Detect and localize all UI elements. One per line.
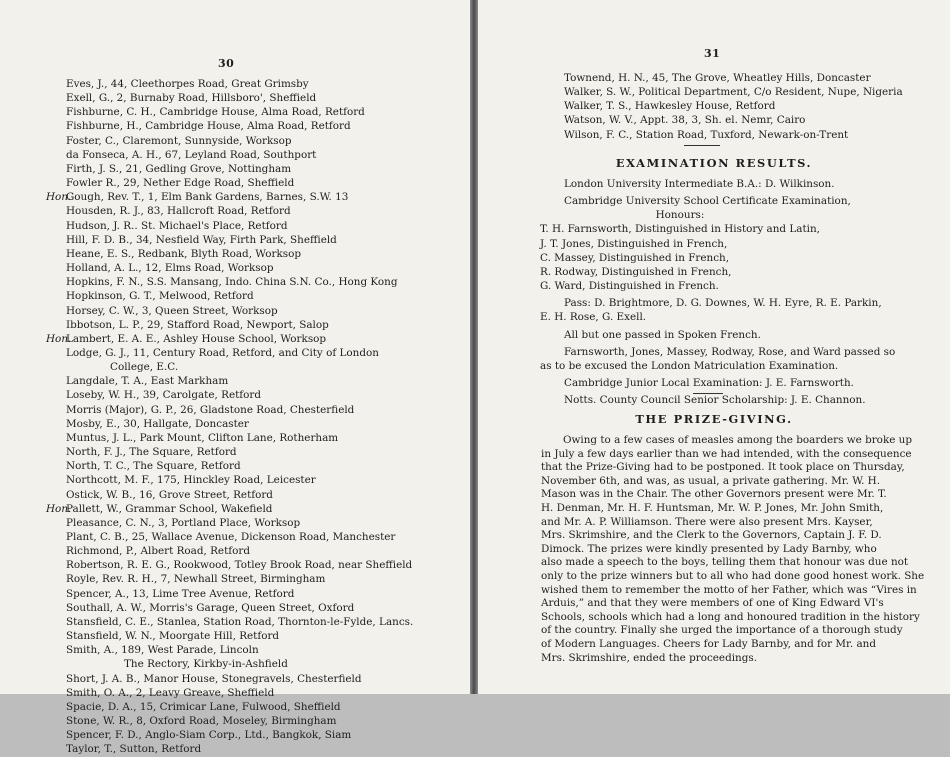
exam-line: All but one passed in Spoken French.	[564, 328, 761, 341]
address-entry	[46, 686, 464, 700]
paragraph-line: H. Denman, Mr. H. F. Huntsman, Mr. W. P. Jones, Mr. John Smith,	[541, 501, 884, 514]
address-text: Plant, C. B., 25, Wallace Avenue, Dickenson Road, Manchester	[66, 531, 396, 543]
hon-prefix: Hon .	[46, 332, 71, 346]
address-entry	[46, 601, 464, 615]
address-text: Pallett, W., Grammar School, Wakefield	[66, 502, 273, 515]
address-entry	[46, 445, 464, 459]
address-entry	[46, 289, 464, 303]
address-text: Royle, Rev. R. H., 7, Newhall Street, Birmingham	[66, 573, 326, 586]
address-entry: Walker, T. S., Hawkesley House, Retford	[564, 100, 776, 113]
address-text: Fowler R., 29, Nether Edge Road, Sheffield	[66, 177, 295, 190]
address-text: Hopkins, F. N., S.S. Mansang, Indo. China S.N. Co., Hong Kong	[66, 276, 398, 289]
address-entry	[46, 657, 464, 671]
address-text: Spencer, F. D., Anglo-Siam Corp., Ltd., Bangkok, Siam	[66, 729, 352, 742]
address-text: North, T. C., The Square, Retford	[66, 460, 241, 473]
address-text: Morris (Major), G. P., 26, Gladstone Road, Chesterfield	[66, 403, 355, 416]
address-entry	[46, 403, 464, 417]
address-text: Holland, A. L., 12, Elms Road, Worksop	[66, 262, 274, 275]
address-entry	[46, 134, 464, 148]
address-text: Ibbotson, L. P., 29, Stafford Road, Newport, Salop	[66, 318, 329, 331]
exam-line: G. Ward, Distinguished in French.	[540, 280, 719, 293]
address-text: Eves, J., 44, Cleethorpes Road, Great Grimsby	[66, 78, 309, 90]
paragraph-line: Owing to a few cases of measles among the boarders we broke up	[563, 434, 913, 446]
section-divider	[684, 145, 720, 146]
address-entry	[46, 176, 464, 190]
address-text: Southall, A. W., Morris's Garage, Queen Street, Oxford	[66, 601, 355, 614]
address-text: Taylor, T., Sutton, Retford	[66, 743, 202, 756]
address-text: Stansfield, W. N., Moorgate Hill, Retford	[66, 630, 280, 643]
address-entry	[46, 304, 464, 318]
address-text: da Fonseca, A. H., 67, Leyland Road, Southport	[66, 148, 317, 161]
address-text: Lambert, E. A. E., Ashley House School, Worksop	[66, 332, 327, 345]
exam-line: Honours:	[655, 209, 705, 222]
address-entry: Townend, H. N., 45, The Grove, Wheatley Hills, Doncaster	[564, 72, 871, 84]
address-text: Exell, G., 2, Burnaby Road, Hillsboro', Sheffield	[66, 92, 317, 105]
address-text: Horsey, C. W., 3, Queen Street, Worksop	[66, 304, 278, 317]
address-entry	[46, 572, 464, 586]
address-text: Stone, W. R., 8, Oxford Road, Moseley, Birmingham	[66, 715, 337, 728]
address-text: Hill, F. D. B., 34, Nesfield Way, Firth Park, Sheffield	[66, 233, 337, 246]
address-text: Smith, A., 189, West Parade, Lincoln	[66, 644, 259, 657]
address-entry	[46, 318, 464, 332]
paragraph-line: Mrs. Skrimshire, ended the proceedings.	[541, 651, 758, 664]
address-entry	[46, 417, 464, 431]
address-text: Fishburne, C. H., Cambridge House, Alma Road, Retford	[66, 106, 365, 119]
address-text: Firth, J. S., 21, Gedling Grove, Nottingham	[66, 162, 292, 175]
address-text: Spacie, D. A., 15, Crimicar Lane, Fulwood, Sheffield	[66, 700, 341, 713]
address-entry	[46, 672, 464, 686]
address-entry	[46, 615, 464, 629]
exam-line: Pass: D. Brightmore, D. G. Downes, W. H. Eyre, R. E. Parkin,	[564, 297, 882, 310]
paragraph-line: wished them to remember the motto of her Father, which was “Vires in	[541, 583, 917, 596]
paragraph-line: also made a speech to the boys, telling them that honour was due not	[541, 556, 909, 569]
address-entry	[46, 119, 464, 133]
book-gutter	[470, 0, 478, 694]
address-entry	[46, 204, 464, 218]
paragraph-line: of Modern Languages. Cheers for Lady Barnby, and for Mr. and	[541, 637, 877, 650]
exam-line: R. Rodway, Distinguished in French,	[540, 265, 732, 278]
address-entry	[46, 388, 464, 402]
address-entry	[46, 360, 464, 374]
address-entry	[46, 742, 464, 756]
address-entry	[46, 148, 464, 162]
right-page	[478, 0, 950, 694]
address-text: Ostick, W. B., 16, Grove Street, Retford	[66, 488, 273, 501]
address-entry	[46, 332, 464, 346]
address-entry	[46, 516, 464, 530]
exam-line: J. T. Jones, Distinguished in French,	[540, 237, 728, 250]
address-entry	[46, 530, 464, 544]
address-text: Hopkinson, G. T., Melwood, Retford	[66, 290, 254, 303]
paragraph-line: November 6th, and was, as usual, a private gathering. Mr. W. H.	[541, 474, 881, 487]
address-text: Loseby, W. H., 39, Carolgate, Retford	[66, 389, 261, 402]
section-divider	[693, 393, 723, 394]
address-entry	[46, 346, 464, 360]
paragraph-line: only to the prize winners but to all who had done good honest work. She	[541, 569, 925, 582]
address-entry	[46, 247, 464, 261]
address-text: Gough, Rev. T., 1, Elm Bank Gardens, Barnes, S.W. 13	[66, 191, 349, 204]
address-entry: Watson, W. V., Appt. 38, 3, Sh. el. Nemr, Cairo	[564, 114, 806, 127]
address-entry	[46, 431, 464, 445]
address-text: Heane, E. S., Redbank, Blyth Road, Worksop	[66, 247, 302, 260]
address-entry	[46, 261, 464, 275]
exam-line: London University Intermediate B.A.: D. Wilkinson.	[564, 178, 835, 190]
address-entry	[46, 105, 464, 119]
address-entry	[46, 700, 464, 714]
address-entry	[46, 587, 464, 601]
address-list-left	[46, 77, 464, 757]
paragraph-line: Mason was in the Chair. The other Governors present were Mr. T.	[541, 488, 887, 501]
paragraph-line: that the Prize-Giving had to be postponed. It took place on Thursday,	[541, 461, 905, 474]
address-text: Muntus, J. L., Park Mount, Clifton Lane, Rotherham	[66, 431, 339, 444]
address-text: Hudson, J. R.. St. Michael's Place, Retford	[66, 219, 288, 232]
address-text: Mosby, E., 30, Hallgate, Doncaster	[66, 417, 249, 430]
exam-line: C. Massey, Distinguished in French,	[540, 251, 730, 264]
address-entry	[46, 190, 464, 204]
address-entry	[46, 275, 464, 289]
prize-giving-paragraph	[541, 434, 929, 665]
paragraph-line: Arduis,” and that they were members of one of King Edward VI's	[541, 597, 884, 610]
address-text: Housden, R. J., 83, Hallcroft Road, Retford	[66, 205, 291, 218]
address-entry	[46, 219, 464, 233]
exam-line: Cambridge Junior Local Examination: J. E. Farnsworth.	[564, 377, 854, 390]
address-text: Foster, C., Claremont, Sunnyside, Worksop	[66, 134, 292, 147]
address-entry	[46, 77, 464, 91]
address-text: Langdale, T. A., East Markham	[66, 375, 229, 388]
left-page	[0, 0, 470, 756]
address-text: Spencer, A., 13, Lime Tree Avenue, Retford	[66, 587, 295, 600]
address-entry	[46, 233, 464, 247]
hon-prefix: Hon .	[46, 502, 71, 516]
page-number-left: 30	[218, 57, 235, 70]
paragraph-line: in July a few days earlier than we had intended, with the consequence	[541, 447, 912, 460]
hon-prefix: Hon .	[46, 190, 71, 204]
paragraph-line: and Mr. A. P. Williamson. There were also present Mrs. Kayser,	[541, 515, 873, 528]
address-text: College, E.C.	[110, 361, 179, 374]
address-entry	[46, 629, 464, 643]
address-entry	[46, 374, 464, 388]
address-text: Robertson, R. E. G., Rookwood, Totley Brook Road, near Sheffield	[66, 559, 413, 572]
address-entry	[46, 488, 464, 502]
prize-giving-heading: THE PRIZE-GIVING.	[635, 412, 793, 426]
address-entry	[46, 544, 464, 558]
address-entry	[46, 558, 464, 572]
address-text: Richmond, P., Albert Road, Retford	[66, 545, 250, 558]
address-text: The Rectory, Kirkby-in-Ashfield	[124, 658, 288, 671]
page-number-right: 31	[704, 47, 721, 60]
address-text: Fishburne, H., Cambridge House, Alma Road, Retford	[66, 120, 351, 133]
examination-results	[540, 177, 944, 407]
address-entry	[46, 91, 464, 105]
address-text: Stansfield, C. E., Stanlea, Station Road, Thornton-le-Fylde, Lancs.	[66, 615, 414, 628]
address-entry	[46, 473, 464, 487]
paragraph-line: Mrs. Skrimshire, and the Clerk to the Governors, Captain J. F. D.	[541, 529, 882, 542]
exam-line: Cambridge University School Certificate Examination,	[564, 195, 851, 208]
address-list-right	[564, 71, 934, 142]
paragraph-line: of the country. Finally she urged the importance of a thorough study	[541, 624, 903, 637]
address-entry	[46, 643, 464, 657]
address-entry	[46, 162, 464, 176]
exam-line: as to be excused the London Matriculation Examination.	[540, 359, 839, 372]
examination-results-heading: EXAMINATION RESULTS.	[615, 156, 813, 170]
exam-line: E. H. Rose, G. Exell.	[540, 311, 647, 324]
address-text: Smith, O. A., 2, Leavy Greave, Sheffield	[66, 686, 275, 699]
address-entry: Walker, S. W., Political Department, C/o Resident, Nupe, Nigeria	[564, 86, 903, 99]
address-text: Short, J. A. B., Manor House, Stonegravels, Chesterfield	[66, 672, 362, 685]
exam-line: T. H. Farnsworth, Distinguished in History and Latin,	[540, 223, 820, 236]
address-text: Northcott, M. F., 175, Hinckley Road, Leicester	[66, 474, 316, 487]
address-text: Lodge, G. J., 11, Century Road, Retford, and City of London	[66, 346, 379, 359]
address-entry	[46, 714, 464, 728]
address-entry: Wilson, F. C., Station Road, Tuxford, Newark-on-Trent	[564, 128, 849, 141]
exam-line: Notts. County Council Senior Scholarship: J. E. Channon.	[564, 394, 866, 407]
address-entry	[46, 459, 464, 473]
address-text: Pleasance, C. N., 3, Portland Place, Worksop	[66, 516, 301, 529]
paragraph-line: Dimock. The prizes were kindly presented by Lady Barnby, who	[541, 542, 877, 555]
address-text: North, F. J., The Square, Retford	[66, 446, 237, 459]
exam-line: Farnsworth, Jones, Massey, Rodway, Rose, and Ward passed so	[564, 345, 896, 358]
paragraph-line: Schools, schools which had a long and honoured tradition in the history	[541, 610, 920, 623]
address-entry	[46, 502, 464, 516]
address-entry	[46, 728, 464, 742]
